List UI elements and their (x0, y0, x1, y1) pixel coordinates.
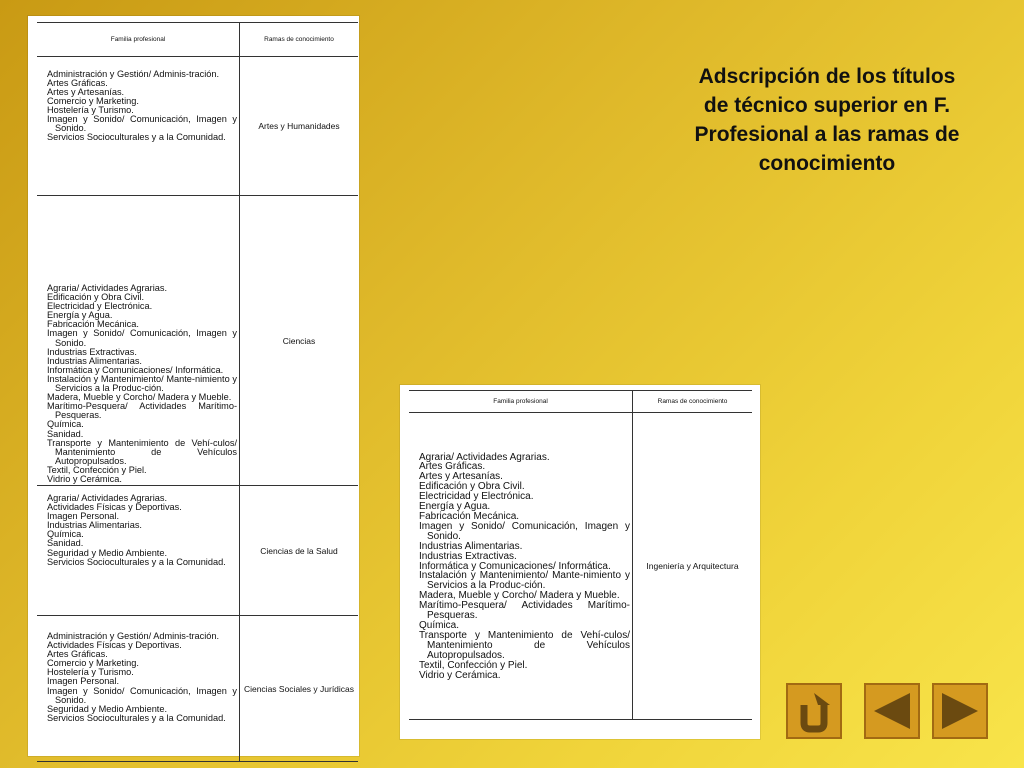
list-item: Actividades Físicas y Deportivas. (47, 502, 182, 513)
table-row (409, 413, 752, 720)
header-ramas: Ramas de conocimiento (240, 23, 359, 57)
table-row (37, 486, 358, 616)
list-item: Marítimo-Pesquera/ Actividades Marítimo-Pesqueras. (419, 600, 630, 622)
list-item: Artes y Artesanías. (419, 471, 503, 483)
list-item: Fabricación Mecánica. (419, 511, 520, 523)
list-item: Actividades Físicas y Deportivas. (47, 640, 182, 651)
list-item: Hostelería y Turismo. (47, 667, 134, 678)
list-item: Industrias Extractivas. (47, 346, 137, 357)
list-item: Seguridad y Medio Ambiente. (47, 547, 168, 558)
list-item: Imagen y Sonido/ Comunicación, Imagen y Sonido. (47, 328, 237, 348)
list-item: Sanidad. (47, 538, 84, 549)
list-item: Artes Gráficas. (47, 649, 108, 660)
list-item: Imagen y Sonido/ Comunicación, Imagen y Sonido. (47, 685, 237, 705)
list-item: Servicios Socioculturales y a la Comunidad. (47, 556, 226, 567)
header-familia: Familia profesional (409, 391, 633, 413)
next-button[interactable] (932, 683, 988, 739)
list-item: Hostelería y Turismo. (47, 104, 134, 115)
list-item: Imagen Personal. (47, 511, 120, 522)
familia-list (37, 486, 239, 615)
list-item: Electricidad y Electrónica. (47, 301, 153, 312)
list-item: Sanidad. (47, 428, 84, 439)
list-item: Imagen y Sonido/ Comunicación, Imagen y Sonido. (47, 113, 237, 134)
list-item: Transporte y Mantenimiento de Vehí-culos/ Mantenimiento de Vehículos Autopropulsados. (419, 629, 630, 661)
list-item: Instalación y Mantenimiento/ Mante-nimiento y Servicios a la Produc-ción. (419, 570, 630, 592)
table-row (37, 57, 358, 196)
rama-cell: Ingeniería y Arquitectura (633, 413, 753, 720)
rama-cell: Ciencias Sociales y Jurídicas (240, 616, 359, 762)
list-item: Imagen Personal. (47, 676, 120, 687)
list-item: Industrias Alimentarias. (47, 520, 142, 531)
list-item: Energía y Agua. (47, 310, 113, 321)
list-item: Marítimo-Pesquera/ Actividades Marítimo-Pesqueras. (47, 401, 237, 421)
triangle-right-icon (938, 689, 982, 733)
triangle-left-icon (870, 689, 914, 733)
list-item: Imagen y Sonido/ Comunicación, Imagen y Sonido. (419, 520, 630, 542)
list-item: Agraria/ Actividades Agrarias. (47, 283, 168, 293)
list-item: Informática y Comunicaciones/ Informática. (419, 560, 611, 572)
ramas-table-1 (37, 22, 358, 762)
list-item: Madera, Mueble y Corcho/ Madera y Mueble. (47, 392, 232, 403)
list-item: Industrias Alimentarias. (419, 540, 523, 552)
table-row (37, 196, 358, 486)
list-item: Textil, Confección y Piel. (419, 659, 528, 671)
rama-cell: Ciencias (240, 196, 359, 486)
table-image-left (28, 16, 359, 756)
list-item: Electricidad y Electrónica. (419, 491, 534, 503)
list-item: Química. (419, 619, 460, 631)
list-item: Industrias Extractivas. (419, 550, 517, 562)
list-item: Artes Gráficas. (419, 461, 486, 473)
familia-list (37, 276, 239, 484)
familia-list (409, 449, 632, 684)
list-item: Instalación y Mantenimiento/ Mante-nimiento y Servicios a la Produc-ción. (47, 373, 237, 394)
list-item: Vidrio y Cerámica. (47, 473, 122, 484)
list-item: Seguridad y Medio Ambiente. (47, 703, 168, 714)
return-icon (792, 689, 836, 733)
previous-button[interactable] (864, 683, 920, 739)
list-item: Artes y Artesanías. (47, 86, 125, 97)
list-item: Administración y Gestión/ Adminis-tración. (47, 631, 220, 641)
list-item: Agraria/ Actividades Agrarias. (47, 493, 168, 503)
slide-title: Adscripción de los títulos de técnico superior en F. Profesional a las ramas de conocimiento (694, 65, 960, 175)
list-item: Edificación y Obra Civil. (419, 481, 525, 493)
list-item: Comercio y Marketing. (47, 658, 139, 669)
list-item: Transporte y Mantenimiento de Vehí-culos/ Mantenimiento de Vehículos Autopropulsados. (47, 437, 237, 466)
list-item: Servicios Socioculturales y a la Comunidad. (47, 712, 226, 723)
list-item: Edificación y Obra Civil. (47, 292, 145, 303)
list-item: Administración y Gestión/ Adminis-tración. (47, 68, 220, 79)
rama-cell: Ciencias de la Salud (240, 486, 359, 616)
list-item: Química. (47, 529, 84, 540)
list-item: Servicios Socioculturales y a la Comunidad. (47, 132, 226, 143)
list-item: Industrias Alimentarias. (47, 355, 142, 366)
list-item: Agraria/ Actividades Agrarias. (419, 451, 550, 463)
table-row (37, 616, 358, 762)
ramas-table-2 (409, 390, 752, 720)
familia-list (37, 624, 239, 753)
header-familia: Familia profesional (37, 23, 240, 57)
list-item: Química. (47, 419, 84, 430)
return-button[interactable] (786, 683, 842, 739)
familia-list (37, 62, 239, 191)
list-item: Energía y Agua. (419, 501, 491, 513)
list-item: Fabricación Mecánica. (47, 319, 139, 330)
list-item: Artes Gráficas. (47, 77, 108, 88)
list-item: Comercio y Marketing. (47, 95, 139, 106)
table-image-right (400, 385, 760, 739)
rama-cell: Artes y Humanidades (240, 57, 359, 196)
list-item: Madera, Mueble y Corcho/ Madera y Mueble. (419, 590, 620, 602)
list-item: Textil, Confección y Piel. (47, 464, 147, 475)
list-item: Vidrio y Cerámica. (419, 669, 501, 681)
header-ramas: Ramas de conocimiento (633, 391, 753, 413)
list-item: Informática y Comunicaciones/ Informática. (47, 364, 224, 375)
